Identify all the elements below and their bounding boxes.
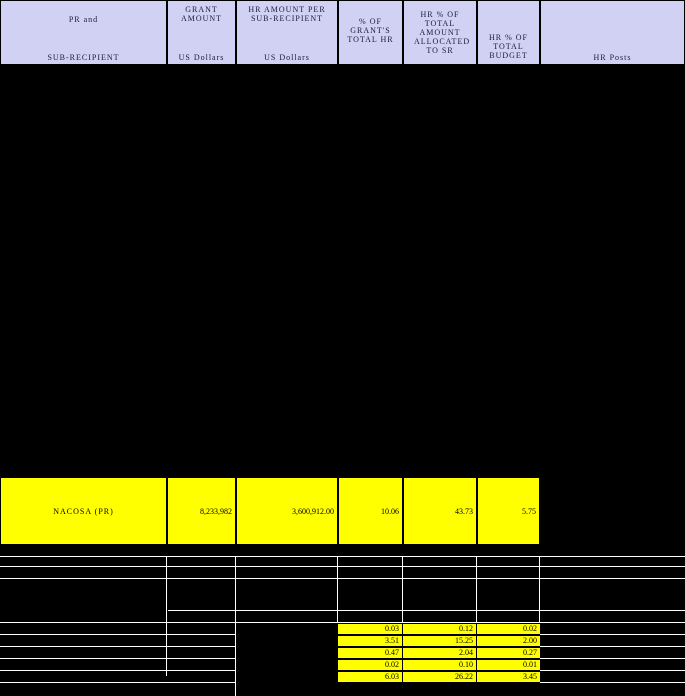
grid-line xyxy=(0,578,685,579)
grid-line xyxy=(0,658,235,659)
pr-pct-total-hr-cell xyxy=(339,478,402,544)
sr-row-1-hr-pct-budget: 0.02 xyxy=(477,624,540,634)
grid-line xyxy=(540,682,685,683)
header-hr-pct-allocated-label: HR % OF TOTAL AMOUNT ALLOCATED TO SR xyxy=(414,10,471,55)
grid-line xyxy=(0,682,235,683)
header-pr-sub-recipient xyxy=(1,1,166,64)
header-grant-amount-unit: US Dollars xyxy=(178,53,225,62)
sr-row-2-hr-pct-budget: 2.00 xyxy=(477,636,540,646)
pr-hr-pct-allocated: 43.73 xyxy=(455,507,473,516)
grid-line xyxy=(476,556,477,622)
pr-grant-amount: 8,233,982 xyxy=(200,507,232,516)
header-hr-posts xyxy=(541,1,684,64)
sr-row-2-pct-total-hr: 3.51 xyxy=(338,636,402,646)
grid-line xyxy=(540,658,685,659)
grid-line xyxy=(168,610,685,611)
sr-row-2-hr-pct-allocated: 15.25 xyxy=(403,636,476,646)
grid-line xyxy=(0,670,235,671)
pr-hr-pct-allocated-cell xyxy=(404,478,476,544)
sr-row-4-hr-pct-allocated: 0.10 xyxy=(403,660,476,670)
header-hr-pct-budget xyxy=(478,1,539,64)
sr-row-3-hr-pct-allocated: 2.04 xyxy=(403,648,476,658)
grid-line xyxy=(0,622,685,623)
pr-hr-pct-budget-cell xyxy=(478,478,539,544)
pr-hr-amount-cell xyxy=(237,478,337,544)
sr-row-3-pct-total-hr: 0.47 xyxy=(338,648,402,658)
header-pct-total-hr-label: % OF GRANT'S TOTAL HR xyxy=(347,17,394,44)
pr-pct-total-hr: 10.06 xyxy=(381,507,399,516)
grid-line xyxy=(166,556,167,676)
header-pct-total-hr xyxy=(339,1,402,64)
pr-grant-amount-cell xyxy=(168,478,235,544)
grid-line xyxy=(540,634,685,635)
grid-line xyxy=(540,670,685,671)
sr-row-5-hr-pct-allocated: 26.22 xyxy=(403,672,476,682)
sr-row-5-hr-pct-budget: 3.45 xyxy=(477,672,540,682)
grid-line xyxy=(402,556,403,622)
header-sub-recipient: SUB-RECIPIENT xyxy=(47,53,120,62)
grid-line xyxy=(0,566,685,567)
header-grant-amount-label: GRANT AMOUNT xyxy=(180,5,223,23)
pr-hr-pct-budget: 5.75 xyxy=(522,507,536,516)
pr-name-cell xyxy=(1,478,166,544)
pr-name: NACOSA (PR) xyxy=(53,507,114,516)
grid-line xyxy=(539,556,540,622)
sr-row-4-pct-total-hr: 0.02 xyxy=(338,660,402,670)
sr-row-1-pct-total-hr: 0.03 xyxy=(338,624,402,634)
header-pr-and: PR and xyxy=(68,15,99,24)
header-hr-amount xyxy=(237,1,337,64)
header-hr-amount-label: HR AMOUNT PER SUB-RECIPIENT xyxy=(248,5,326,23)
grid-line xyxy=(0,556,685,557)
pr-hr-amount: 3,600,912.00 xyxy=(292,507,334,516)
header-hr-amount-unit: US Dollars xyxy=(264,53,310,62)
sr-row-3-hr-pct-budget: 0.27 xyxy=(477,648,540,658)
sr-row-4-hr-pct-budget: 0.01 xyxy=(477,660,540,670)
sr-row-1-hr-pct-allocated: 0.12 xyxy=(403,624,476,634)
header-hr-pct-allocated xyxy=(404,1,476,64)
grid-line xyxy=(0,634,235,635)
sr-row-5-pct-total-hr: 6.03 xyxy=(338,672,402,682)
grid-line xyxy=(337,556,338,622)
grid-line xyxy=(235,556,236,696)
header-hr-pct-budget-label: HR % OF TOTAL BUDGET xyxy=(488,33,528,60)
grid-line xyxy=(540,646,685,647)
header-hr-posts-label: HR Posts xyxy=(593,53,632,62)
grid-line xyxy=(0,646,235,647)
header-grant-amount xyxy=(168,1,235,64)
